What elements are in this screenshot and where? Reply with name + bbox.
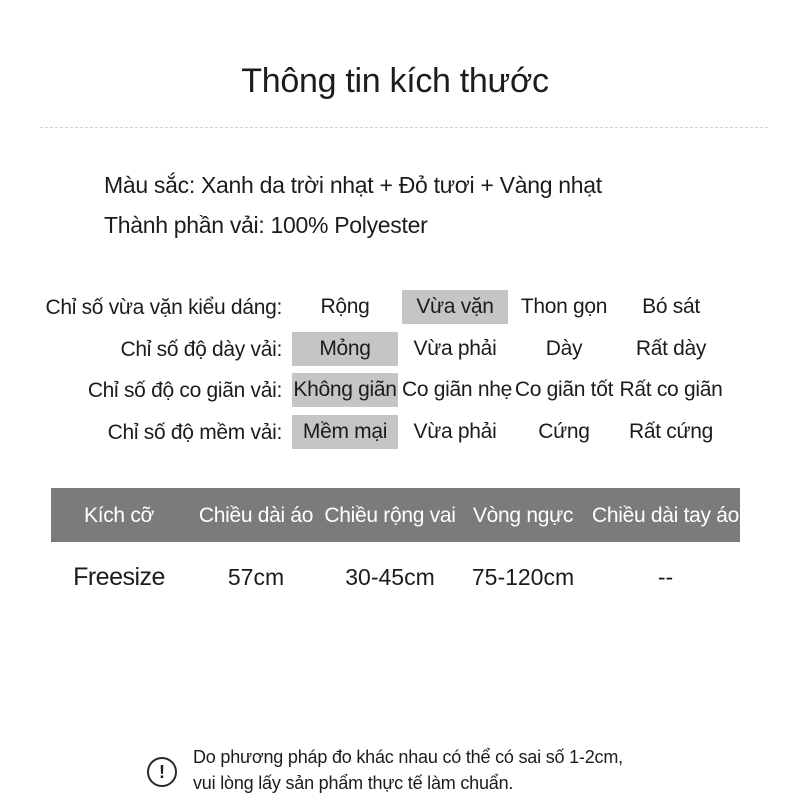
dashed-divider bbox=[40, 127, 768, 128]
color-info: Màu sắc: Xanh da trời nhạt + Đỏ tươi + Vàng nhạt bbox=[104, 172, 602, 198]
column-header: Kích cỡ bbox=[83, 504, 155, 527]
material-info: Thành phần vải: 100% Polyester bbox=[104, 212, 428, 238]
index-option-selected: Không giãn bbox=[292, 373, 398, 407]
index-option: Rất co giãn bbox=[619, 378, 723, 401]
index-row-softness bbox=[0, 415, 790, 451]
index-option-selected: Mỏng bbox=[292, 332, 398, 366]
index-label: Chỉ số độ dày vải: bbox=[120, 338, 282, 361]
index-label: Chỉ số vừa vặn kiểu dáng: bbox=[45, 296, 282, 319]
note-line: vui lòng lấy sản phẩm thực tế làm chuẩn. bbox=[193, 773, 514, 793]
table-cell: 57cm bbox=[227, 564, 285, 590]
exclamation-circle-icon: ! bbox=[147, 757, 177, 787]
note-line: Do phương pháp đo khác nhau có thể có sai số 1-2cm, bbox=[193, 747, 623, 767]
index-label: Chỉ số độ mềm vải: bbox=[107, 421, 282, 444]
page-title: Thông tin kích thước bbox=[241, 62, 549, 100]
index-row-fit bbox=[0, 290, 790, 326]
index-option: Rất dày bbox=[635, 337, 707, 360]
table-cell: Freesize bbox=[73, 563, 165, 591]
table-cell: 75-120cm bbox=[471, 564, 575, 590]
column-header: Chiều rộng vai bbox=[324, 504, 456, 527]
index-option: Co giãn nhẹ bbox=[402, 378, 512, 401]
index-option: Vừa phải bbox=[413, 420, 497, 443]
table-row bbox=[51, 557, 740, 597]
index-row-stretch bbox=[0, 373, 790, 409]
table-cell: -- bbox=[657, 564, 674, 590]
index-option: Dày bbox=[545, 337, 583, 360]
index-option: Bó sát bbox=[642, 295, 700, 318]
column-header: Vòng ngực bbox=[472, 504, 574, 527]
column-header: Chiều dài tay áo bbox=[592, 504, 739, 527]
index-option-selected: Mềm mại bbox=[292, 415, 398, 449]
size-table-header bbox=[51, 488, 740, 542]
table-cell: 30-45cm bbox=[345, 564, 435, 590]
index-option: Rất cứng bbox=[628, 420, 714, 443]
index-option: Rộng bbox=[320, 295, 370, 318]
index-label: Chỉ số độ co giãn vải: bbox=[87, 379, 282, 402]
index-option: Vừa phải bbox=[413, 337, 497, 360]
index-row-thickness bbox=[0, 332, 790, 368]
index-option: Cứng bbox=[538, 420, 590, 443]
index-option-selected: Vừa vặn bbox=[402, 290, 508, 324]
column-header: Chiều dài áo bbox=[198, 504, 314, 527]
index-option: Co giãn tốt bbox=[514, 378, 614, 401]
index-option: Thon gọn bbox=[520, 295, 608, 318]
